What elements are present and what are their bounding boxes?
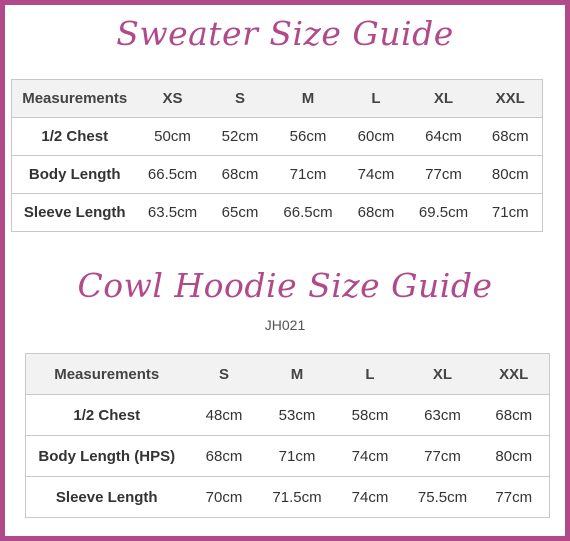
table-cell: 75.5cm [407, 477, 479, 518]
sweater-size-table [11, 79, 543, 232]
hoodie-title: Cowl Hoodie Size Guide [77, 266, 493, 305]
table-row [26, 436, 550, 477]
table-cell: 71.5cm [261, 477, 334, 518]
table-row [26, 477, 550, 518]
table-cell: 77cm [479, 477, 550, 518]
table-cell: 63cm [407, 395, 479, 436]
table-row [12, 194, 543, 232]
column-header: M [273, 80, 344, 118]
table-cell: 65cm [208, 194, 273, 232]
sweater-title: Sweater Size Guide [116, 14, 454, 53]
table-cell: 74cm [344, 156, 409, 194]
table-cell: 68cm [479, 395, 550, 436]
column-header: XL [409, 80, 479, 118]
table-cell: 68cm [479, 118, 543, 156]
table-cell: 52cm [208, 118, 273, 156]
table-cell: 58cm [334, 395, 407, 436]
table-cell: 69.5cm [409, 194, 479, 232]
table-cell: 77cm [409, 156, 479, 194]
column-header: XXL [479, 80, 543, 118]
column-header: S [188, 354, 261, 395]
table-cell: 80cm [479, 156, 543, 194]
column-header: Measurements [12, 80, 138, 118]
table-header-row [26, 354, 550, 395]
table-cell: 53cm [261, 395, 334, 436]
table-cell: 74cm [334, 436, 407, 477]
table-cell: 71cm [479, 194, 543, 232]
table-cell: 68cm [188, 436, 261, 477]
table-cell: 80cm [479, 436, 550, 477]
table-row [12, 118, 543, 156]
table-cell: 70cm [188, 477, 261, 518]
table-cell: 66.5cm [138, 156, 208, 194]
table-cell: 48cm [188, 395, 261, 436]
column-header: S [208, 80, 273, 118]
table-cell: 63.5cm [138, 194, 208, 232]
table-cell: 56cm [273, 118, 344, 156]
row-label: Sleeve Length [12, 194, 138, 232]
table-cell: 71cm [273, 156, 344, 194]
table-cell: 66.5cm [273, 194, 344, 232]
table-row [12, 156, 543, 194]
table-row [26, 395, 550, 436]
table-cell: 64cm [409, 118, 479, 156]
hoodie-product-code: JH021 [264, 317, 306, 333]
row-label: 1/2 Chest [26, 395, 188, 436]
table-cell: 68cm [208, 156, 273, 194]
row-label: 1/2 Chest [12, 118, 138, 156]
column-header: XS [138, 80, 208, 118]
table-cell: 74cm [334, 477, 407, 518]
table-cell: 50cm [138, 118, 208, 156]
column-header: L [334, 354, 407, 395]
table-cell: 68cm [344, 194, 409, 232]
column-header: Measurements [26, 354, 188, 395]
table-cell: 71cm [261, 436, 334, 477]
row-label: Body Length [12, 156, 138, 194]
hoodie-size-table [25, 353, 550, 518]
table-header-row [12, 80, 543, 118]
row-label: Body Length (HPS) [26, 436, 188, 477]
column-header: XL [407, 354, 479, 395]
column-header: XXL [479, 354, 550, 395]
column-header: L [344, 80, 409, 118]
row-label: Sleeve Length [26, 477, 188, 518]
table-cell: 77cm [407, 436, 479, 477]
column-header: M [261, 354, 334, 395]
table-cell: 60cm [344, 118, 409, 156]
